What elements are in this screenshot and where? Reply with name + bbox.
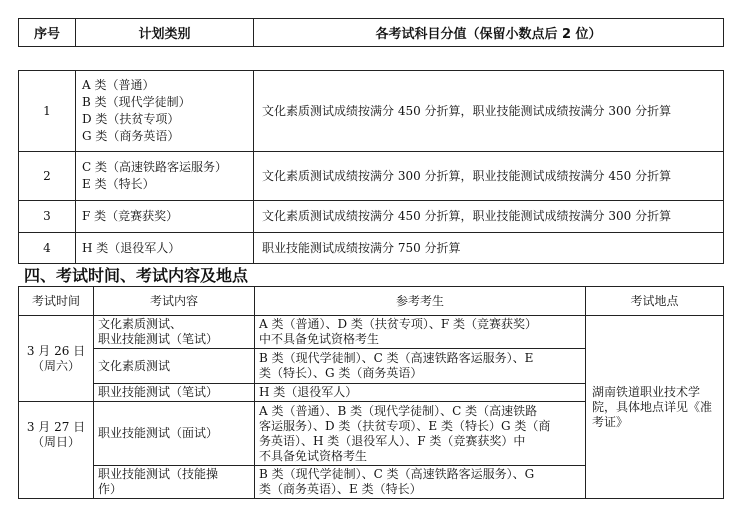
exam-date-day1 (19, 316, 94, 402)
category-cell (76, 152, 254, 201)
score-rule: 职业技能测试成绩按满分 750 分折算 (254, 233, 724, 264)
header-col-score: 各考试科目分值（保留小数点后 2 位） (254, 19, 724, 47)
score-header-table (18, 18, 724, 47)
header-exam-time: 考试时间 (19, 287, 94, 316)
content-line: 职业技能测试（笔试） (98, 385, 219, 399)
category-cell (76, 71, 254, 152)
category-line: F 类（竞赛获奖） (82, 209, 179, 223)
candidates-line: B 类（现代学徒制）、C 类（高速铁路客运服务）、G (259, 467, 535, 481)
exam-candidates (255, 402, 586, 466)
score-rule: 文化素质测试成绩按满分 300 分折算，职业技能测试成绩按满分 450 分折算 (254, 152, 724, 201)
exam-date-day2 (19, 402, 94, 499)
candidates-line: 务英语）、H 类（退役军人）、F 类（竞赛获奖）中 (259, 433, 526, 448)
content-line: 作） (98, 482, 123, 496)
category-line: B 类（现代学徒制） (82, 95, 191, 109)
exam-candidates (255, 384, 586, 402)
plan-score-table (18, 70, 724, 264)
section-title: 四、考试时间、考试内容及地点 (24, 266, 249, 285)
candidates-line: 客运服务）、D 类（扶贫专项）、E 类（特长）G 类（商 (259, 418, 551, 433)
candidates-line: B 类（现代学徒制）、C 类（高速铁路客运服务）、E (259, 351, 534, 365)
candidates-line: H 类（退役军人） (259, 385, 358, 399)
exam-weekday: （周六） (31, 358, 80, 373)
score-rule: 文化素质测试成绩按满分 450 分折算，职业技能测试成绩按满分 300 分折算 (254, 201, 724, 233)
content-line: 职业技能测试（技能操 (98, 467, 219, 481)
header-location: 考试地点 (586, 287, 724, 316)
row-number: 2 (19, 152, 76, 201)
exam-content (94, 466, 255, 499)
content-line: 职业技能测试（面试） (98, 426, 219, 440)
row-number: 3 (19, 201, 76, 233)
exam-content (94, 316, 255, 349)
category-line: D 类（扶贫专项） (82, 112, 180, 126)
category-line: E 类（特长） (82, 177, 155, 191)
category-cell (76, 233, 254, 264)
header-col-category: 计划类别 (76, 19, 254, 47)
content-line: 文化素质测试 (98, 358, 171, 373)
location-line: 湖南铁道职业技术学 (592, 384, 701, 399)
row-number: 4 (19, 233, 76, 264)
score-rule: 文化素质测试成绩按满分 450 分折算，职业技能测试成绩按满分 300 分折算 (254, 71, 724, 152)
table-row (19, 71, 724, 152)
category-line: C 类（高速铁路客运服务） (82, 160, 227, 174)
row-number: 1 (19, 71, 76, 152)
candidates-line: 类（商务英语）、E 类（特长） (259, 482, 422, 496)
exam-content (94, 402, 255, 466)
category-line: H 类（退役军人） (82, 240, 181, 255)
location-line: 院，具体地点详见《准 (592, 399, 713, 414)
table-row (19, 201, 724, 233)
table-row (19, 233, 724, 264)
header-candidates: 参考考生 (255, 287, 586, 316)
location-line: 考证》 (592, 414, 629, 429)
header-col-no: 序号 (19, 19, 76, 47)
category-cell (76, 201, 254, 233)
candidates-line: 类（特长）、G 类（商务英语） (259, 366, 423, 380)
candidates-line: 中不具备免试资格考生 (259, 332, 380, 346)
table-header-row (19, 287, 724, 316)
header-exam-content: 考试内容 (94, 287, 255, 316)
exam-weekday: （周日） (31, 435, 80, 449)
table-row (19, 152, 724, 201)
category-line: G 类（商务英语） (82, 129, 180, 143)
candidates-line: A 类（普通）、D 类（扶贫专项）、F 类（竞赛获奖） (259, 317, 538, 331)
content-line: 职业技能测试（笔试） (98, 332, 219, 346)
exam-content (94, 349, 255, 384)
exam-candidates (255, 349, 586, 384)
exam-candidates (255, 466, 586, 499)
table-row (19, 316, 724, 349)
content-line: 文化素质测试、 (98, 317, 183, 331)
exam-content (94, 384, 255, 402)
candidates-line: 不具备免试资格考生 (259, 448, 368, 463)
category-line: A 类（普通） (82, 78, 155, 92)
exam-date: 3 月 26 日 (26, 343, 86, 358)
exam-location (586, 316, 724, 499)
exam-candidates (255, 316, 586, 349)
candidates-line: A 类（普通）、B 类（现代学徒制）、C 类（高速铁路 (259, 403, 538, 418)
exam-date: 3 月 27 日 (26, 420, 86, 434)
exam-schedule-table (18, 286, 724, 499)
